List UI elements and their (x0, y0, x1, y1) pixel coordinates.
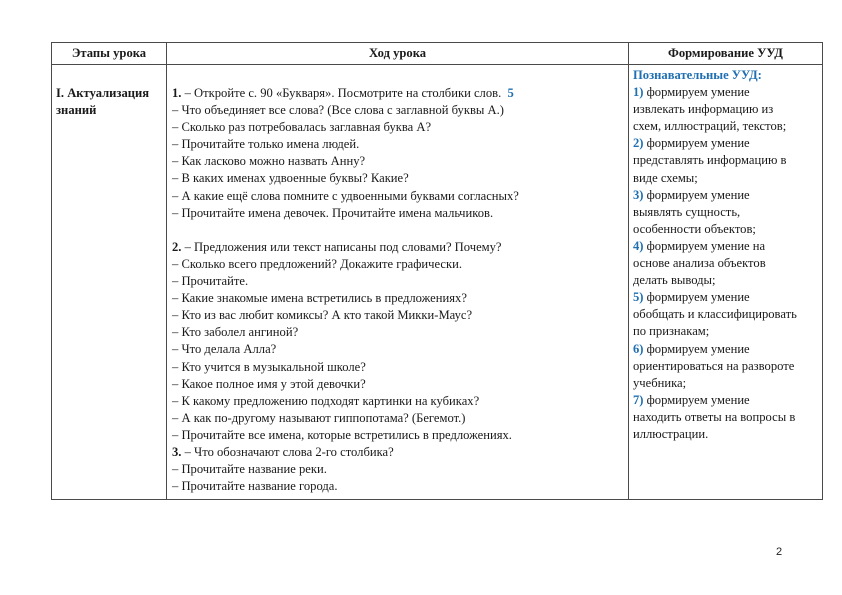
question-line: – Прочитайте все имена, которые встретились в предложениях. (172, 427, 512, 442)
question-line: – Прочитайте только имена людей. (172, 137, 360, 152)
table-row (52, 65, 823, 500)
header-uud: Формирование УУД (629, 43, 823, 65)
uud-item-text: формируем умение (643, 341, 750, 356)
section-first-line: – Что обозначают слова 2-го столбика? (181, 444, 394, 459)
stage-line: знаний (56, 103, 97, 118)
uud-item-text: извлекать информацию из (633, 102, 774, 117)
uud-item-text: формируем умение (643, 187, 750, 202)
question-line: – Какое полное имя у этой девочки? (172, 376, 366, 391)
section-number: 3. (172, 444, 182, 459)
header-progress: Ход урока (167, 43, 629, 65)
uud-cell (629, 65, 823, 500)
section-heading (172, 239, 624, 256)
section-number: 2. (172, 239, 182, 254)
uud-item-5 (633, 289, 818, 340)
question-line: – А как по-другому называют гиппопотама? (Бегемот.) (172, 410, 466, 425)
question-line: – Прочитайте название реки. (172, 462, 327, 477)
header-stages: Этапы урока (52, 43, 167, 65)
section-first-line: – Предложения или текст написаны под словами? Почему? (181, 239, 502, 254)
uud-item-text: особенности объектов; (633, 221, 756, 236)
progress-section-1 (172, 85, 624, 222)
uud-item-text: находить ответы на вопросы в (633, 409, 796, 424)
progress-section-2 (172, 239, 624, 444)
uud-item-text: обобщать и классифицировать (633, 307, 797, 322)
uud-item-text: формируем умение (643, 85, 750, 100)
uud-item-text: формируем умение (643, 136, 750, 151)
uud-item-text: виде схемы; (633, 170, 698, 185)
uud-item-text: формируем умение на (643, 238, 766, 253)
section-heading (172, 444, 624, 461)
question-line: – Прочитайте название города. (172, 479, 338, 494)
uud-title: Познавательные УУД: (633, 68, 762, 82)
question-line: – Что делала Алла? (172, 342, 277, 357)
uud-item-text: учебника; (633, 375, 687, 390)
page-number: 2 (776, 546, 783, 558)
spacer (172, 222, 624, 239)
question-line: – Кто заболел ангиной? (172, 325, 299, 340)
page-marker: 5 (507, 86, 514, 100)
table-header-row (52, 43, 823, 65)
uud-item-number: 6) (633, 341, 644, 356)
stage-line: I. Актуализация (56, 86, 150, 100)
question-line: – Сколько всего предложений? Докажите графически. (172, 256, 462, 271)
question-line: – Кто из вас любит комиксы? А кто такой Микки-Маус? (172, 308, 473, 323)
progress-cell (167, 65, 629, 500)
uud-item-2 (633, 135, 818, 186)
question-line: – К какому предложению подходят картинки на кубиках? (172, 393, 480, 408)
uud-item-number: 1) (633, 85, 644, 100)
section-heading (172, 85, 624, 102)
uud-item-4 (633, 238, 818, 289)
uud-item-6 (633, 341, 818, 392)
uud-item-text: формируем умение (643, 290, 750, 305)
question-line: – Сколько раз потребовалась заглавная буква А? (172, 120, 432, 135)
uud-item-text: представлять информацию в (633, 153, 787, 168)
question-line: – Какие знакомые имена встретились в предложениях? (172, 291, 467, 306)
uud-item-text: выявлять сущность, (633, 204, 741, 219)
uud-item-text: формируем умение (643, 392, 750, 407)
uud-item-number: 4) (633, 238, 644, 253)
question-line: – В каких именах удвоенные буквы? Какие? (172, 171, 409, 186)
stage-cell (52, 65, 167, 500)
question-line: – А какие ещё слова помните с удвоенными буквами согласных? (172, 188, 519, 203)
uud-item-text: делать выводы; (633, 273, 716, 288)
uud-item-text: по признакам; (633, 324, 710, 339)
uud-item-3 (633, 187, 818, 238)
question-line: – Прочитайте имена девочек. Прочитайте имена мальчиков. (172, 205, 494, 220)
lesson-plan-table (51, 42, 823, 500)
section-first-line: – Откройте с. 90 «Букваря». Посмотрите на столбики слов. (181, 86, 502, 100)
uud-item-number: 7) (633, 392, 644, 407)
uud-item-text: основе анализа объектов (633, 256, 766, 271)
uud-item-text: ориентироваться на развороте (633, 358, 795, 373)
question-line: – Кто учится в музыкальной школе? (172, 359, 366, 374)
uud-item-text: иллюстрации. (633, 426, 709, 441)
uud-item-7 (633, 392, 818, 443)
uud-item-1 (633, 84, 818, 135)
uud-item-text: схем, иллюстраций, текстов; (633, 119, 787, 134)
uud-item-number: 3) (633, 187, 644, 202)
uud-item-number: 5) (633, 290, 644, 305)
progress-section-3 (172, 444, 624, 495)
question-line: – Прочитайте. (172, 274, 249, 289)
question-line: – Как ласково можно назвать Анну? (172, 154, 366, 169)
question-line: – Что объединяет все слова? (Все слова с заглавной буквы А.) (172, 103, 504, 118)
section-number: 1. (172, 86, 182, 100)
uud-item-number: 2) (633, 136, 644, 151)
